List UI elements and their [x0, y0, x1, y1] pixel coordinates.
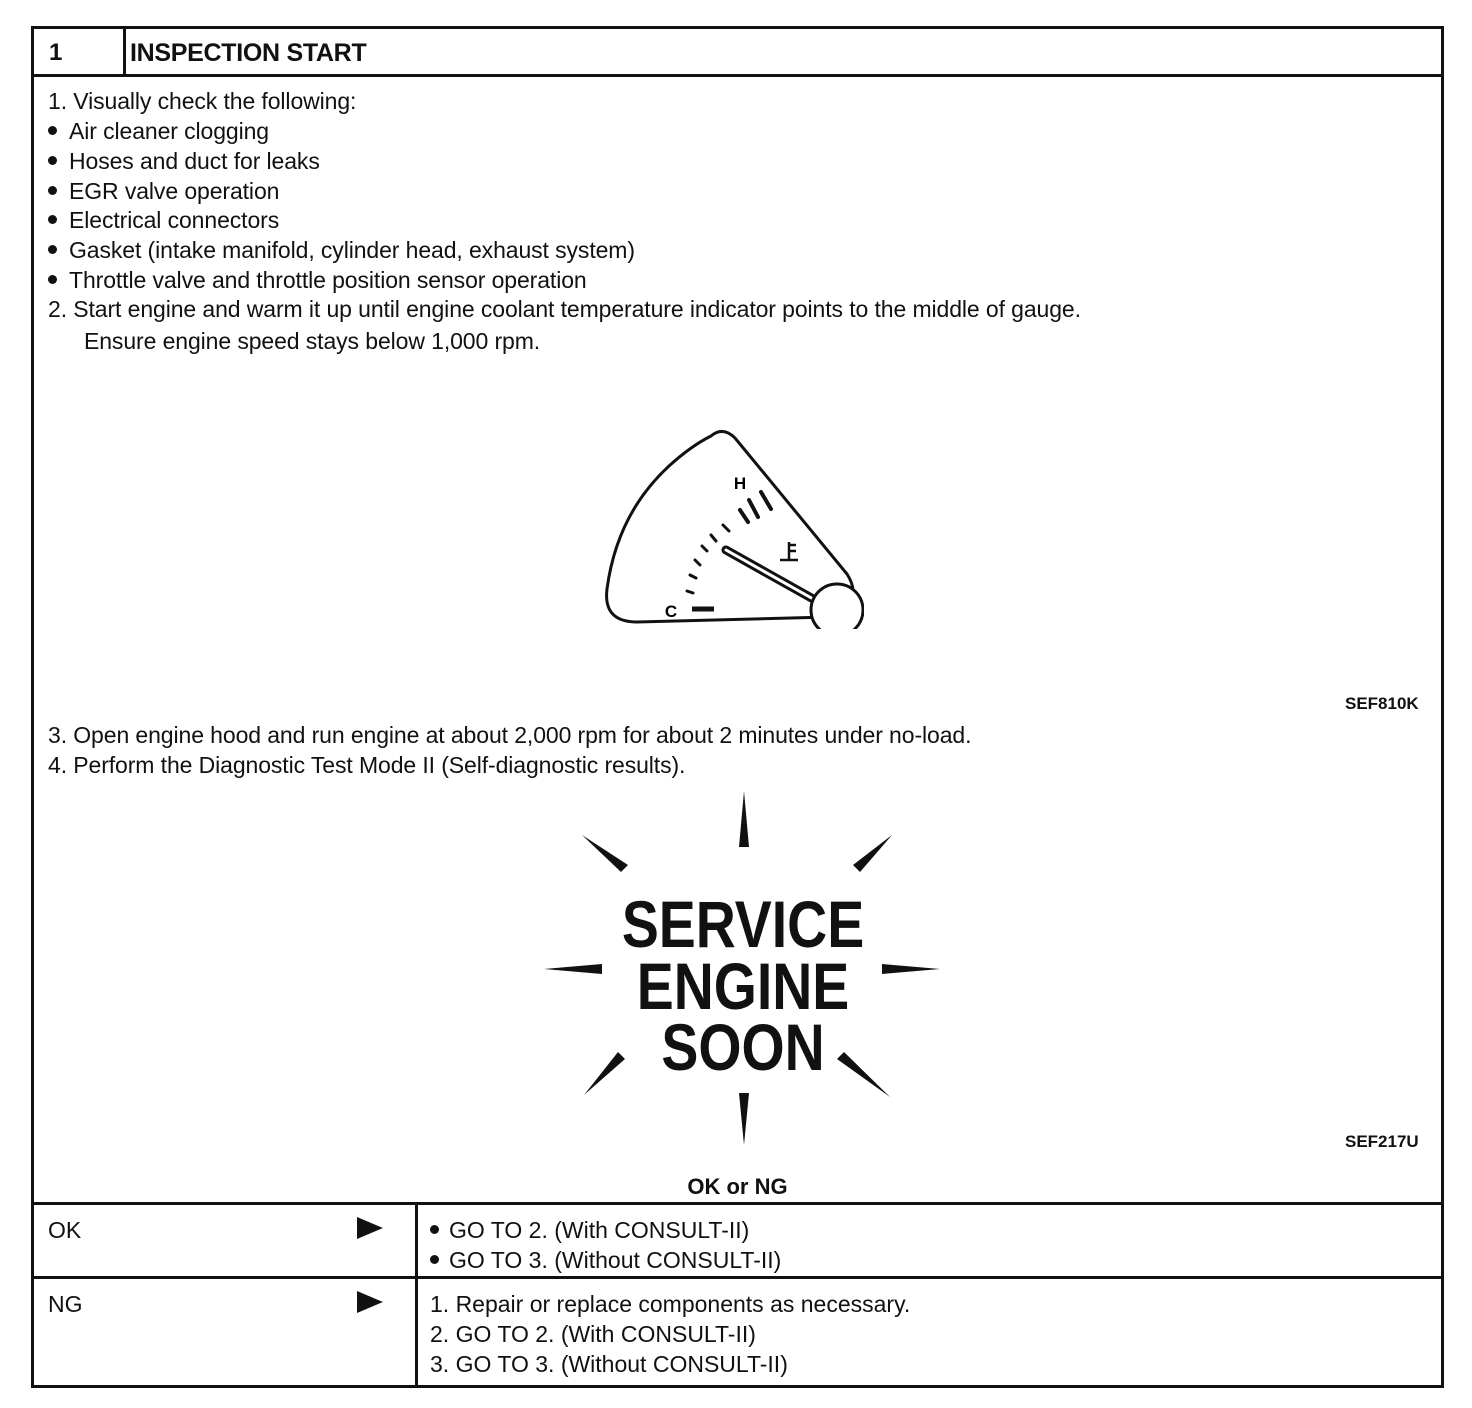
service-engine-soon-figure [534, 787, 954, 1149]
header-divider [123, 29, 126, 74]
result-action-item: GO TO 3. (Without CONSULT-II) [430, 1247, 781, 1274]
figure-code: SEF217U [1345, 1132, 1419, 1151]
instruction-step-3: 3. Open engine hood and run engine at about 2,000 rpm for about 2 minutes under no-load. [48, 722, 972, 748]
inspection-procedure-table [31, 26, 1444, 1388]
instruction-step-2-continued: Ensure engine speed stays below 1,000 rpm. [84, 328, 541, 354]
gauge-tick-marks [687, 525, 729, 593]
gauge-hot-label: H [733, 474, 747, 493]
result-prompt: OK or NG [687, 1174, 788, 1199]
step-number: 1 [49, 39, 63, 66]
result-label-ok: OK [48, 1217, 82, 1243]
gauge-needle-hub [811, 584, 863, 629]
result-action-item: 2. GO TO 2. (With CONSULT-II) [430, 1321, 756, 1347]
bullet-icon [48, 186, 57, 195]
bullet-icon [48, 245, 57, 254]
instruction-step-4: 4. Perform the Diagnostic Test Mode II (Self-diagnostic results). [48, 752, 686, 778]
bullet-icon [430, 1225, 439, 1234]
coolant-temperature-gauge-figure [599, 424, 864, 629]
triangle-right-icon [357, 1291, 383, 1313]
gauge-hot-zone-marks [740, 492, 771, 522]
triangle-right-icon [357, 1217, 383, 1239]
bullet-icon [48, 215, 57, 224]
result-row-ng [34, 1276, 1441, 1385]
bullet-icon [48, 126, 57, 135]
checklist-item: EGR valve operation [48, 178, 279, 205]
bullet-icon [48, 275, 57, 284]
result-action-item: 3. GO TO 3. (Without CONSULT-II) [430, 1351, 788, 1377]
coolant-temperature-icon [780, 542, 798, 560]
step-header [34, 29, 1441, 77]
result-action-item: GO TO 2. (With CONSULT-II) [430, 1217, 749, 1244]
figure-code: SEF810K [1345, 694, 1419, 713]
warning-text-line-2: ENGINE [636, 949, 850, 1024]
instruction-step-2: 2. Start engine and warm it up until engine coolant temperature indicator points to the middle of gauge. [48, 296, 1081, 322]
result-row-ok [34, 1202, 1441, 1279]
checklist-item: Hoses and duct for leaks [48, 148, 320, 175]
row-divider [415, 1279, 418, 1385]
warning-text-line-1: SERVICE [621, 887, 865, 962]
bullet-icon [48, 156, 57, 165]
warning-text-line-3: SOON [661, 1010, 825, 1085]
result-action-item: 1. Repair or replace components as necessary. [430, 1291, 911, 1317]
checklist-item: Throttle valve and throttle position sensor operation [48, 267, 587, 294]
checklist-item: Electrical connectors [48, 207, 279, 234]
checklist-item: Air cleaner clogging [48, 118, 269, 145]
step-title: INSPECTION START [130, 39, 367, 67]
instruction-step-1: 1. Visually check the following: [48, 88, 357, 114]
bullet-icon [430, 1255, 439, 1264]
row-divider [415, 1205, 418, 1279]
gauge-cold-label: C [664, 602, 678, 621]
checklist-item: Gasket (intake manifold, cylinder head, exhaust system) [48, 237, 635, 264]
result-label-ng: NG [48, 1291, 83, 1317]
